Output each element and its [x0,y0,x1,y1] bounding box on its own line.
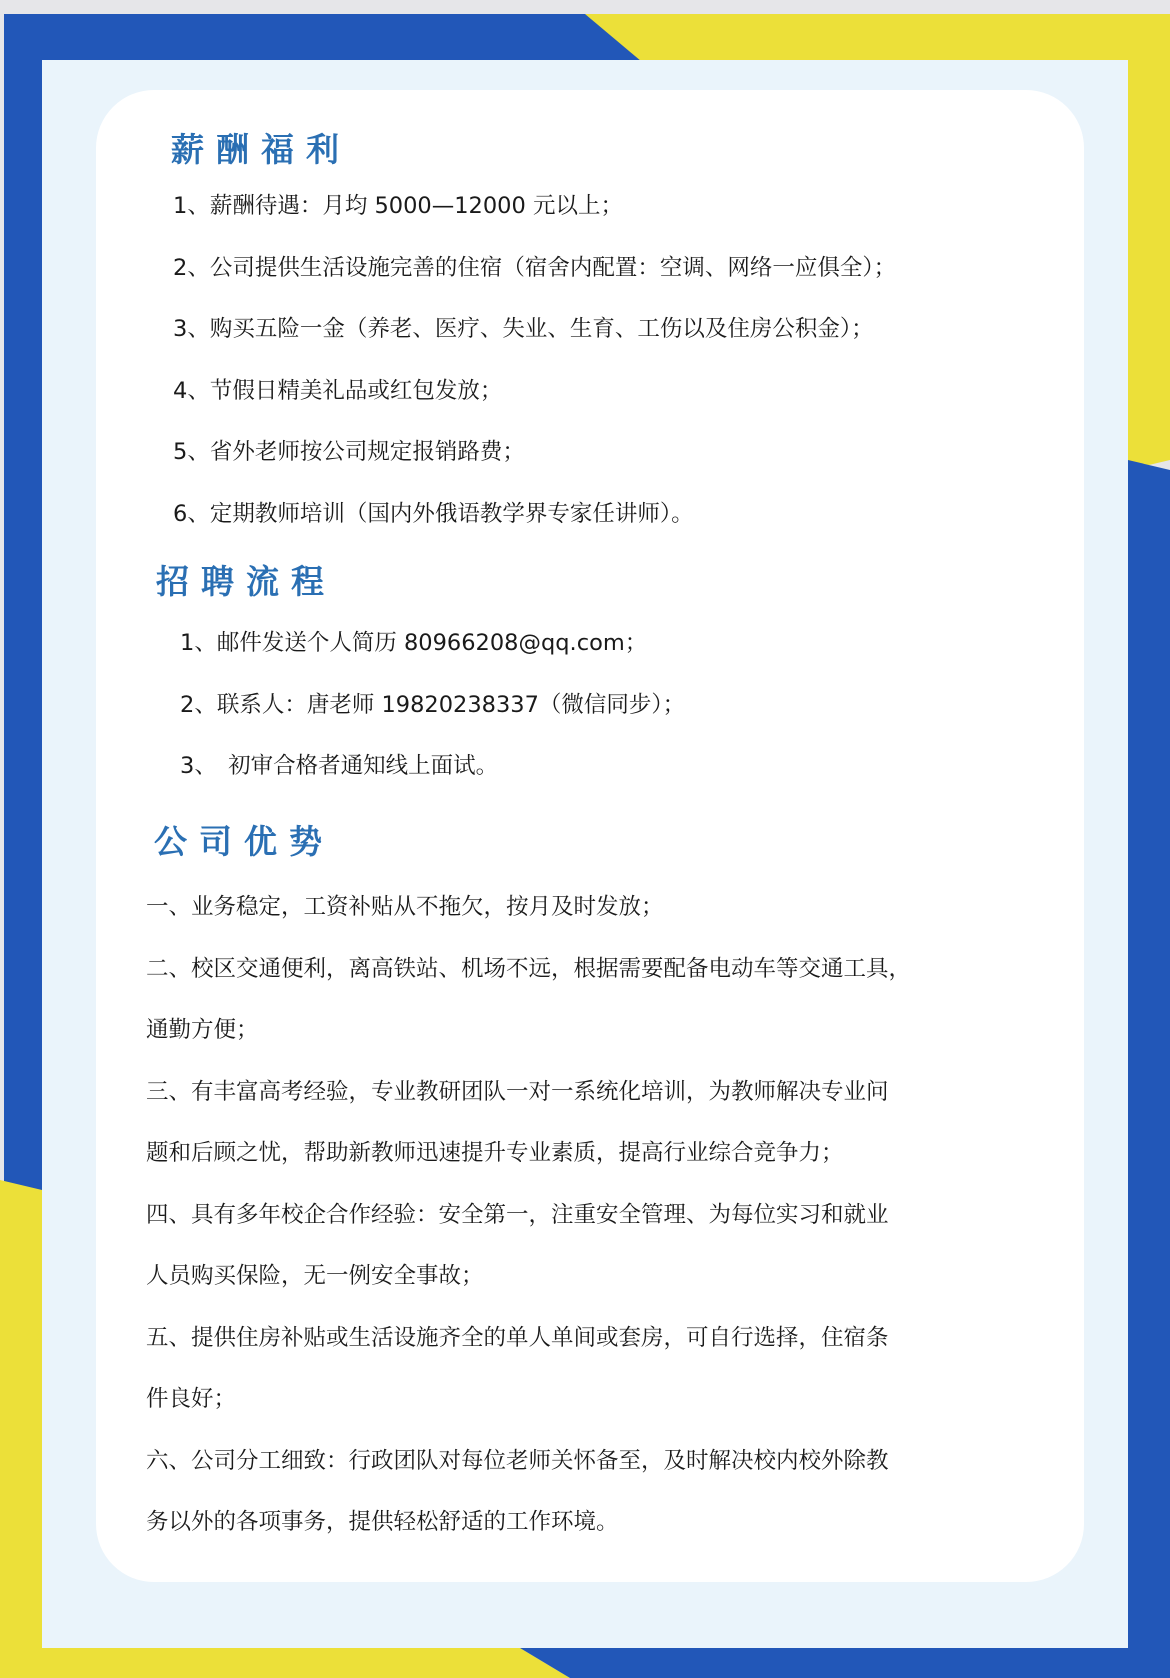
benefits-list [173,190,896,559]
benefits-title: 薪酬福利 [171,130,351,169]
advantage-line: 三、有丰富高考经验，专业教研团队一对一系统化培训，为教师解决专业问 [146,1078,889,1105]
advantage-item [146,1322,911,1445]
benefit-item: 4、节假日精美礼品或红包发放； [173,377,503,404]
frame-blue-bottom [520,1648,1128,1678]
benefit-item: 5、省外老师按公司规定报销路费； [173,439,525,465]
advantage-item [146,1445,911,1568]
process-item: 2、联系人：唐老师 19820238337（微信同步）； [180,691,686,718]
advantage-line: 通勤方便； [146,1017,259,1043]
benefit-item: 2、公司提供生活设施完善的住宿（宿舍内配置：空调、网络一应俱全）； [173,254,897,281]
process-title: 招聘流程 [156,562,336,601]
advantage-line: 四、具有多年校企合作经验：安全第一，注重安全管理、为每位实习和就业 [146,1201,889,1228]
advantage-item [146,891,911,953]
advantage-item [146,1076,911,1199]
benefit-item: 3、购买五险一金（养老、医疗、失业、生育、工伤以及住房公积金）； [173,316,874,342]
advantage-line: 件良好； [146,1386,237,1412]
advantages-list [146,891,911,1568]
advantage-line: 人员购买保险，无一例安全事故； [146,1263,484,1289]
advantage-line: 六、公司分工细致：行政团队对每位老师关怀备至，及时解决校内校外除教 [146,1447,889,1474]
advantages-title: 公司优势 [154,822,334,861]
advantage-item [146,1199,911,1322]
advantage-line: 一、业务稳定，工资补贴从不拖欠，按月及时发放； [146,894,664,920]
advantage-line: 题和后顾之忧，帮助新教师迅速提升专业素质，提高行业综合竞争力； [146,1140,844,1166]
advantage-line: 五、提供住房补贴或生活设施齐全的单人单间或套房，可自行选择，住宿条 [146,1324,889,1351]
advantage-line: 二、校区交通便利，离高铁站、机场不远，根据需要配备电动车等交通工具， [146,955,912,982]
advantage-line: 务以外的各项事务，提供轻松舒适的工作环境。 [146,1509,619,1535]
benefit-item: 1、薪酬待遇：月均 5000—12000 元以上； [173,193,623,219]
process-item: 3、 初审合格者通知线上面试。 [180,753,499,779]
benefit-item: 6、定期教师培训（国内外俄语教学界专家任讲师）。 [173,500,694,527]
advantage-item [146,953,911,1076]
process-list [180,627,685,812]
process-item: 1、邮件发送个人简历 80966208@qq.com； [180,630,648,656]
